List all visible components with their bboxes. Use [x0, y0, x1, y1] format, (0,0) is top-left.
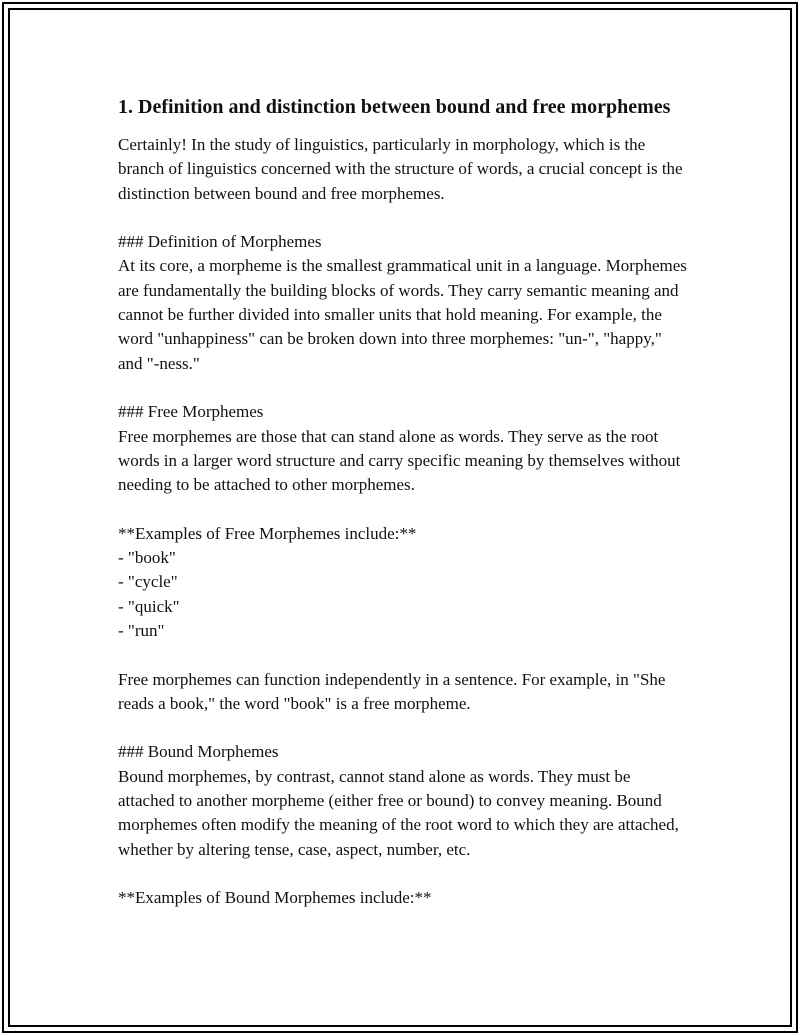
paragraph-free-morpheme-examples: **Examples of Free Morphemes include:** - "book" - "cycle" - "quick" - "run" — [118, 523, 417, 640]
paragraph-definition-of-morphemes: ### Definition of Morphemes At its core, a morpheme is the smallest grammatical unit in a language. Morphemes are fundamentally the building blocks of words. They carry semantic meaning and cannot be further divided into smaller units that hold meaning. For example, the word "unhappiness" can be broken down into three morphemes: "un-", "happy," and "-ness." — [118, 232, 687, 373]
document-title: 1. Definition and distinction between bound and free morphemes — [118, 96, 671, 118]
paragraph-free-morphemes: ### Free Morphemes Free morphemes are those that can stand alone as words. They serve as the root words in a larger word structure and carry specific meaning by themselves without needing to be attached to other morphemes. — [118, 402, 681, 495]
document-body — [118, 93, 688, 911]
paragraph-intro: Certainly! In the study of linguistics, particularly in morphology, which is the branch of linguistics concerned with the structure of words, a crucial concept is the distinction between bound and free morphemes. — [118, 135, 683, 203]
paragraph-bound-morpheme-examples: **Examples of Bound Morphemes include:** — [118, 888, 432, 908]
paragraph-free-morpheme-usage: Free morphemes can function independently in a sentence. For example, in "She reads a book," the word "book" is a free morpheme. — [118, 669, 666, 713]
paragraph-bound-morphemes: ### Bound Morphemes Bound morphemes, by contrast, cannot stand alone as words. They must be attached to another morpheme (either free or bound) to convey meaning. Bound morphemes often modify the meaning of the root word to which they are attached, whether by altering tense, case, aspect, number, etc. — [118, 742, 679, 859]
